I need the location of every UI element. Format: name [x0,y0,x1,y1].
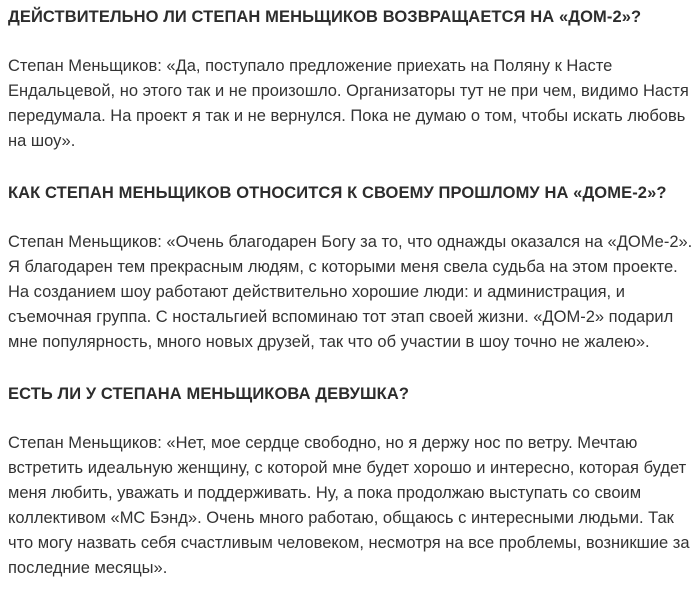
qa-section [8,382,693,581]
qa-section [8,181,693,355]
question-heading-3: ЕСТЬ ЛИ У СТЕПАНА МЕНЬЩИКОВА ДЕВУШКА? [8,385,410,403]
answer-paragraph-3: Степан Меньщиков: «Нет, мое сердце свободно, но я держу нос по ветру. Мечтаю встретить идеальную женщину, с которой мне будет хорошо и интересно, которая будет меня любить, уважать и поддерживать. Ну, а пока продолжаю выступать со своим коллективом «МС Бэнд». Очень много работаю, общаюсь с интересными людьми. Так что могу назвать себя счастливым человеком, несмотря на все проблемы, возникшие за последние месяцы». [8,434,690,577]
question-heading-1: ДЕЙСТВИТЕЛЬНО ЛИ СТЕПАН МЕНЬЩИКОВ ВОЗВРАЩАЕТСЯ НА «ДОМ-2»? [8,8,642,26]
qa-section [8,5,693,154]
answer-paragraph-2: Степан Меньщиков: «Очень благодарен Богу за то, что однажды оказался на «ДОМе-2». Я благодарен тем прекрасным людям, с которыми меня свела судьба на этом проекте. На созданием шоу работают действительно хорошие люди: и администрация, и съемочная группа. С ностальгией вспоминаю тот этап своей жизни. «ДОМ-2» подарил мне популярность, много новых друзей, так что об участии в шоу точно не жалею». [8,233,693,351]
question-heading-2: КАК СТЕПАН МЕНЬЩИКОВ ОТНОСИТСЯ К СВОЕМУ ПРОШЛОМУ НА «ДОМЕ-2»? [8,184,667,202]
answer-paragraph-1: Степан Меньщиков: «Да, поступало предложение приехать на Поляну к Насте Ендальцевой, но этого так и не произошло. Организаторы тут не при чем, видимо Настя передумала. На проект я так и не вернулся. Пока не думаю о том, чтобы искать любовь на шоу». [8,57,689,150]
